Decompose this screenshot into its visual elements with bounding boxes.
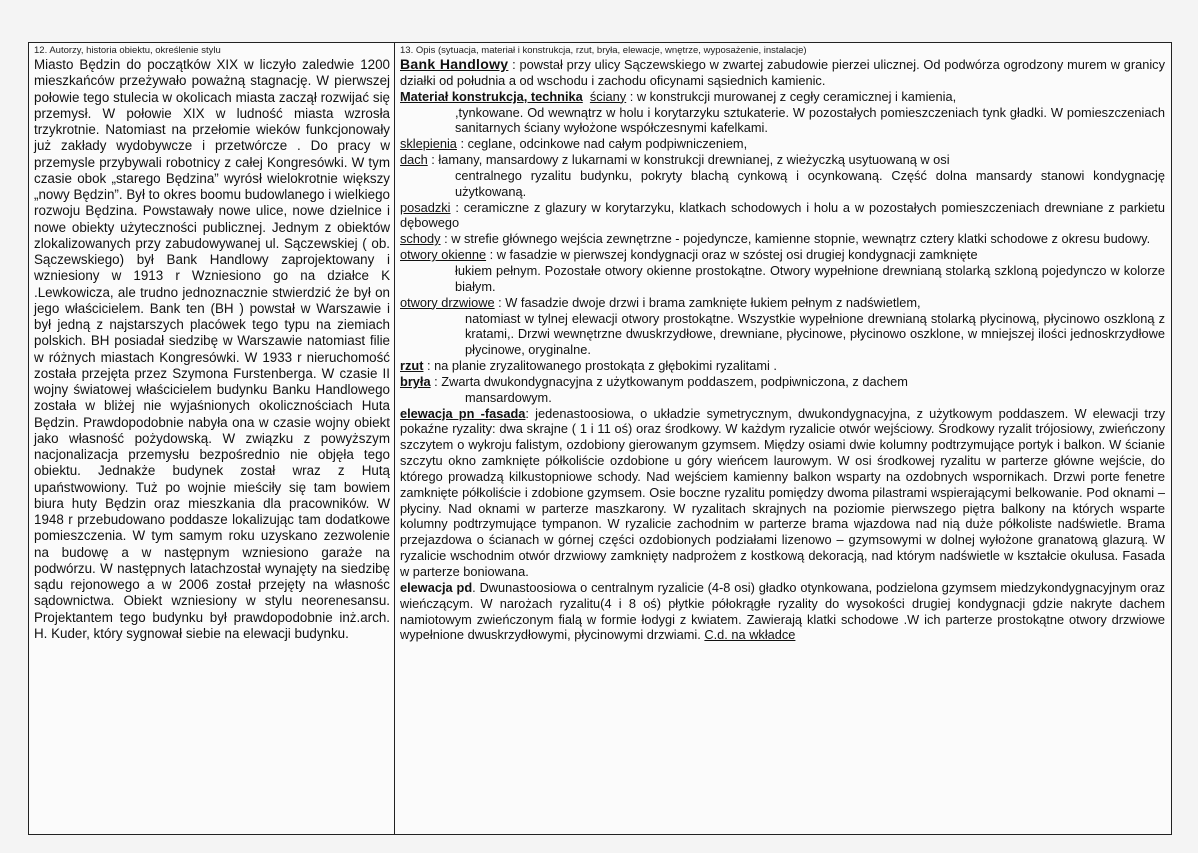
dach-text-2: centralnego ryzalitu budynku, pokryty blachą cynkową i ocynkowaną. Część dolna mansardy stanowi kondygnację użytkowaną. [455,167,1165,199]
dach-paragraph [400,152,1165,168]
otwory-okienne-paragraph [400,247,1165,263]
elewacja-pn-paragraph [400,406,1165,580]
continued-note: C.d. na wkładce [704,627,796,643]
posadzki-paragraph [400,200,1165,232]
sciany-text-1: : w konstrukcji murowanej z cegły ceramicznej i kamienia, [626,88,957,104]
schody-text: : w strefie głównego wejścia zewnętrzne - pojedyncze, kamienne stopnie, wewnątrz cztery klatki schodowe z okresu budowy. [440,231,1151,247]
rzut-label: rzut [400,358,424,374]
elewacja-pn-label: elewacja pn -fasada [400,405,526,421]
history-text: Miasto Będzin do początków XIX w liczyło zaledwie 1200 mieszkańców przeżywało poważną stagnację. W pierwszej połowie tego stulecia w okolicach miasta zaczął rozwijać się przemysł. W połowie XIX w ludność miasta wzrosła trzykrotnie. Natomiast na przełomie wieków funkcjonowały już zakłady wydobywcze i przetwórcze . Do pracy w przemysle przybywali robotnicy z całej Kongresówki. W tym czasie obok „starego Będzina” wyrósł wielokrotnie większy „nowy Będzin”. Był to okres boomu budowlanego i wielkiego rozwoju Będzina. Powstawały nowe ulice, nowe dzielnice i nowe obiekty użyteczności publicznej. Jednym z obiektów zlokalizowanych przy zabudowywanej ul. Sączewskiej ( ob. Sączewskiego) był Bank Handlowy zaprojektowany i wzniesiony w 1913 r Wzniesiono go na działce K .Lewkowicza, ale trudno jednoznacznie stwierdzić że był on jego właścicielem. Bank ten (BH ) powstał w Warszawie i był jedną z najstarszych placówek tego typu na ziemiach polskich. BH posiadał siedzibę w Warszawie natomiast filie w różnych miastach Kongresówki. W 1933 r nieruchomość została przejęta przez Szymona Furstenberga. W czasie II wojny światowej właścicielem budynku Banku Handlowego została w bliżej nie wyjaśnionych okolicznościach Huta Będzin. Prawdopodobnie nabyła ona w czasie wojny obiekt jako własność pożydowską. W związku z powyższym nacjonalizacja przemysłu bezpośrednio nie objęła tego obiektu. Jednakże budynek został wraz z Hutą upaństwowiony. Tuż po wojnie mieściły się tam bowiem biura huty Będzin oraz mieszkania dla pracowników. W 1948 r przebudowano poddasze lokalizując tam dodatkowe pomieszczenia. W tym samym roku uzyskano zezwolenie na budowę a w następnym wzniesiono garaże na podwórzu. W następnych latachzostał wynajęty na siedzibę sądu rejonowego a w 2006 został przejęty na własnośc sądownictwa. Obiekt wzniesiony w stylu neorenesansu. Projektantem tego budynku był prawdopodobnie inż.arch. H. Kuder, który sygnował siebie na elewacji budynku. [34,57,390,641]
posadzki-label: posadzki [400,199,451,215]
material-paragraph [400,89,1165,105]
otwory-okienne-text-2: łukiem pełnym. Pozostałe otwory okienne prostokątne. Otwory wypełnione drewnianą stolarką szkloną pojedynczo w kolorze białym. [455,262,1165,294]
elewacja-pd-label: elewacja pd [400,579,473,595]
form-sheet [28,42,1172,835]
bank-label: Bank Handlowy [400,56,509,72]
otwory-drzwiowe-label: otwory drzwiowe [400,294,495,310]
rzut-paragraph [400,358,1165,374]
elewacja-pd-text: . Dwunastoosiowa o centralnym ryzalicie (4-8 osi) gładko otynkowana, podzielona gzymsem miedzykondygnacyjnym oraz wieńczącym. W narożach ryzalitu(4 i 8 oś) płytkie półokrągłe ryzality do wysokości drugiej kondygnacji gdzie nakryte dachem namiotowym zwieńczonym fialą w formie łodygi z kwiatem. Zawierają klatki schodowe .W ich parterze prostokątne otwory drzwiowe wypełnione dwuskrzydłowymi, płycinowymi drzwiami. [400,579,1166,643]
otwory-drzwiowe-paragraph [400,295,1165,311]
bryla-text-2: mansardowym. [465,389,552,405]
dach-label: dach [400,152,428,168]
description-header: 13. Opis (sytuacja, materiał i konstrukcja, rzut, bryła, elewacje, wnętrze, wyposażenie, instalacje) [400,45,807,56]
history-column [29,43,395,834]
bryla-paragraph [400,374,1165,390]
schody-label: schody [400,231,441,247]
elewacja-pn-text: : jedenastoosiowa, o układzie symetrycznym, dwukondygnacyjna, z użytkowym poddaszem. W elewacji trzy pokaźne ryzality: dwa skrajne ( 1 i 11 oś) oraz środkowy. W każdym ryzalicie otwór wejściowy. Środkowy ryzalit trójosiowy, zwieńczony szczytem o wykroju falistym, ozdobiony gierowanym gzymsem. Między osiami dwie kolumny podtrzymujące portyk i balkon. W ścianie szczytu okno zamknięte półkoliście ozdobione u góry wieńcem laurowym. W osi środkowej ryzalitu w parterze główne wejście, do którego prowadzą kilkustopniowe schody. Nad wejściem kamienny balkon wsparty na ozdobnych wspornikach. Drzwi porte fenetre zamknięte półkoliście i zdobione gzymsem. Osie boczne ryzalitu pomiędzy dwoma pilastrami wspierającymi belkowanie. Pod oknami – płyciny. Nad oknami w parterze maszkarony. W ryzalitach skrajnych na poziomie pierwszego piętra balkony na których wsparte kolumny podtrzymujące tympanon. W ryzalicie zachodnim w parterze brama wjazdowa nad nią duże półkoliste nadświetle. Brama przejazdowa o ścianach w górnej części ozdobionych podziałami lizenowo – gzymsowymi w dolnej wyłożone granatową glazurą. W ryzalicie wschodnim otwór drzwiowy zamknięty nadprożem z kostkową dekoracją, nad którym nadświetle w kształcie okulusa. Fasada w parterze boniowana. [400,405,1166,579]
rzut-text: : na planie zryzalitowanego prostokąta z głębokimi ryzalitami . [423,358,777,374]
dach-text-1: : łamany, mansardowy z lukarnami w konstrukcji drewnianej, z wieżyczką usytuowaną w osi [427,152,950,168]
bank-paragraph [400,57,1165,89]
sklepienia-paragraph [400,136,1165,152]
sciany-label: ściany [589,88,627,104]
otwory-drzwiowe-text-1: : W fasadzie dwoje drzwi i brama zamknięte łukiem pełnym z nadświetlem, [494,294,921,310]
material-label: Materiał konstrukcja, technika [400,88,583,104]
bank-text: : powstał przy ulicy Sączewskiego w zwartej zabudowie pierzei ulicznej. Od podwórza ogrodzony murem w granicy działki od południa a od wschodu i zachodu oficynami sąsiednich kamienic. [400,57,1165,88]
posadzki-text: : ceramiczne z glazury w korytarzyku, klatkach schodowych i holu a w pozostałych pomieszczeniach drewniane z parkietu dębowego [400,199,1165,231]
otwory-okienne-label: otwory okienne [400,247,487,263]
elewacja-pd-paragraph [400,580,1165,643]
bryla-label: bryła [400,373,431,389]
description-column [395,43,1171,834]
description-text [400,57,1165,643]
sklepienia-text: : ceglane, odcinkowe nad całym podpiwniczeniem, [456,136,748,152]
otwory-okienne-text-1: : w fasadzie w pierwszej kondygnacji oraz w szóstej osi drugiej kondygnacji zamknięte [486,247,978,263]
sciany-paragraph: ,tynkowane. Od wewnątrz w holu i korytarzyku sztukaterie. W pozostałych pomieszczeniach tynk gładki. W pomieszczeniach sanitarnych ściany wyłożone współczesnymi kafelkami. [455,104,1165,136]
sklepienia-label: sklepienia [400,136,457,152]
bryla-text-1: : Zwarta dwukondygnacyjna z użytkowanym poddaszem, podpiwniczona, z dachem [430,373,908,389]
schody-paragraph [400,231,1165,247]
otwory-drzwiowe-text-2: natomiast w tylnej elewacji otwory prostokątne. Wszystkie wypełnione drewnianą stolarką płycinową, płycinowo oszkloną z kratami,. Drzwi wewnętrzne dwuskrzydłowe, drewniane, płycinowe, płycinowo oszklone, w mniejszej ilości jednoskrzydłowe płycinowe, oryginalne. [465,310,1165,358]
history-header: 12. Autorzy, historia obiektu, określenie stylu [34,45,221,56]
